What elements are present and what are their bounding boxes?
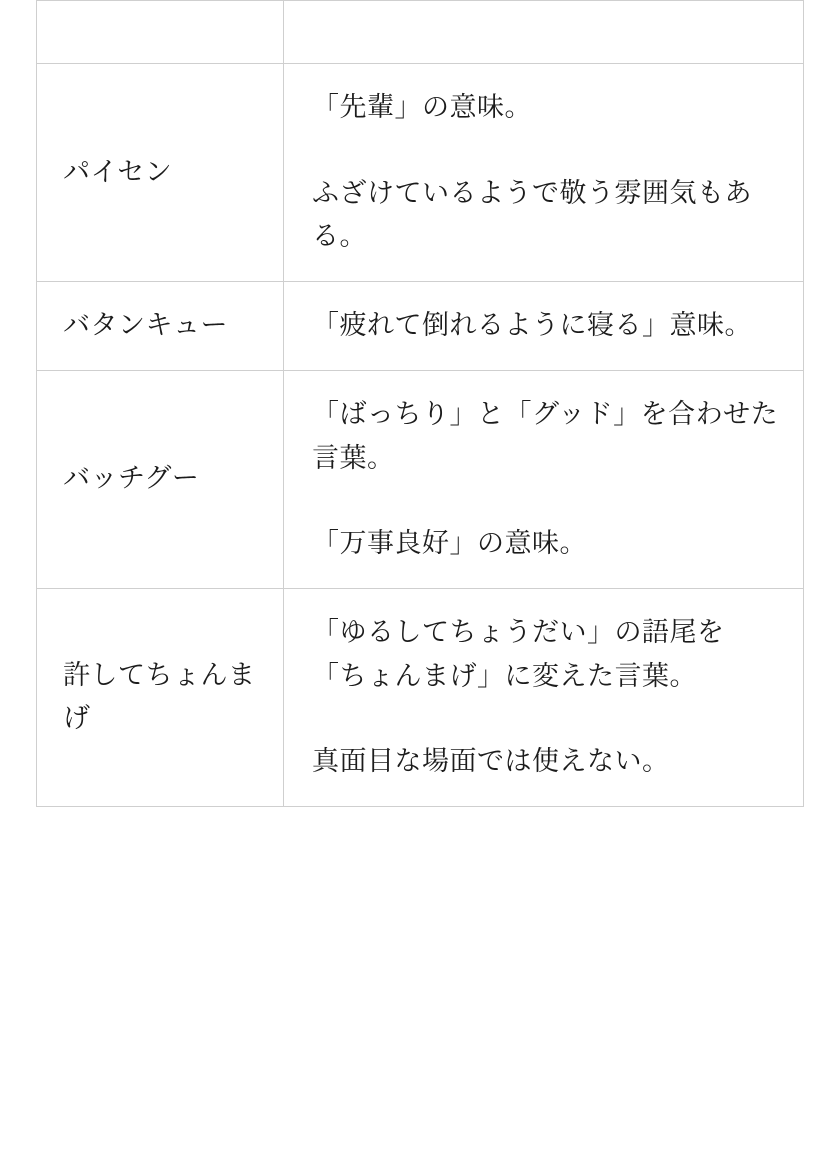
- description-cell-clipped: [284, 1, 804, 64]
- description-paragraph: 「ちょんまげ」に変えた言葉。: [312, 660, 697, 691]
- term-label: バッチグー: [63, 463, 200, 494]
- table-row: [37, 588, 804, 806]
- description-cell: [284, 588, 804, 806]
- table-row-clipped: [37, 1, 804, 64]
- table-row: [37, 282, 804, 371]
- description-cell: [284, 282, 804, 371]
- description-paragraph: 「疲れて倒れるように寝る」意味。: [312, 310, 752, 341]
- term-cell: [37, 370, 284, 588]
- glossary-table-body: [37, 1, 804, 807]
- description-cell: [284, 64, 804, 282]
- glossary-table: [36, 0, 804, 807]
- term-cell: [37, 64, 284, 282]
- term-cell-clipped: [37, 1, 284, 64]
- description-paragraph: 真面目な場面では使えない。: [312, 746, 670, 777]
- description-paragraph: ふざけているようで敬う雰囲気もある。: [312, 177, 752, 252]
- description-paragraph: 「万事良好」の意味。: [312, 528, 587, 559]
- description-paragraph: 「ゆるしてちょうだい」の語尾を: [312, 616, 725, 647]
- description-cell: [284, 370, 804, 588]
- term-label: バタンキュー: [63, 310, 228, 341]
- term-cell: [37, 588, 284, 806]
- term-label: パイセン: [63, 156, 173, 187]
- term-label: 許してちょんまげ: [63, 659, 256, 734]
- table-row: [37, 370, 804, 588]
- description-paragraph: 「先輩」の意味。: [312, 92, 532, 122]
- description-paragraph: 「ばっちり」と「グッド」を合わせた言葉。: [312, 398, 779, 473]
- table-row: [37, 64, 804, 282]
- term-cell: [37, 282, 284, 371]
